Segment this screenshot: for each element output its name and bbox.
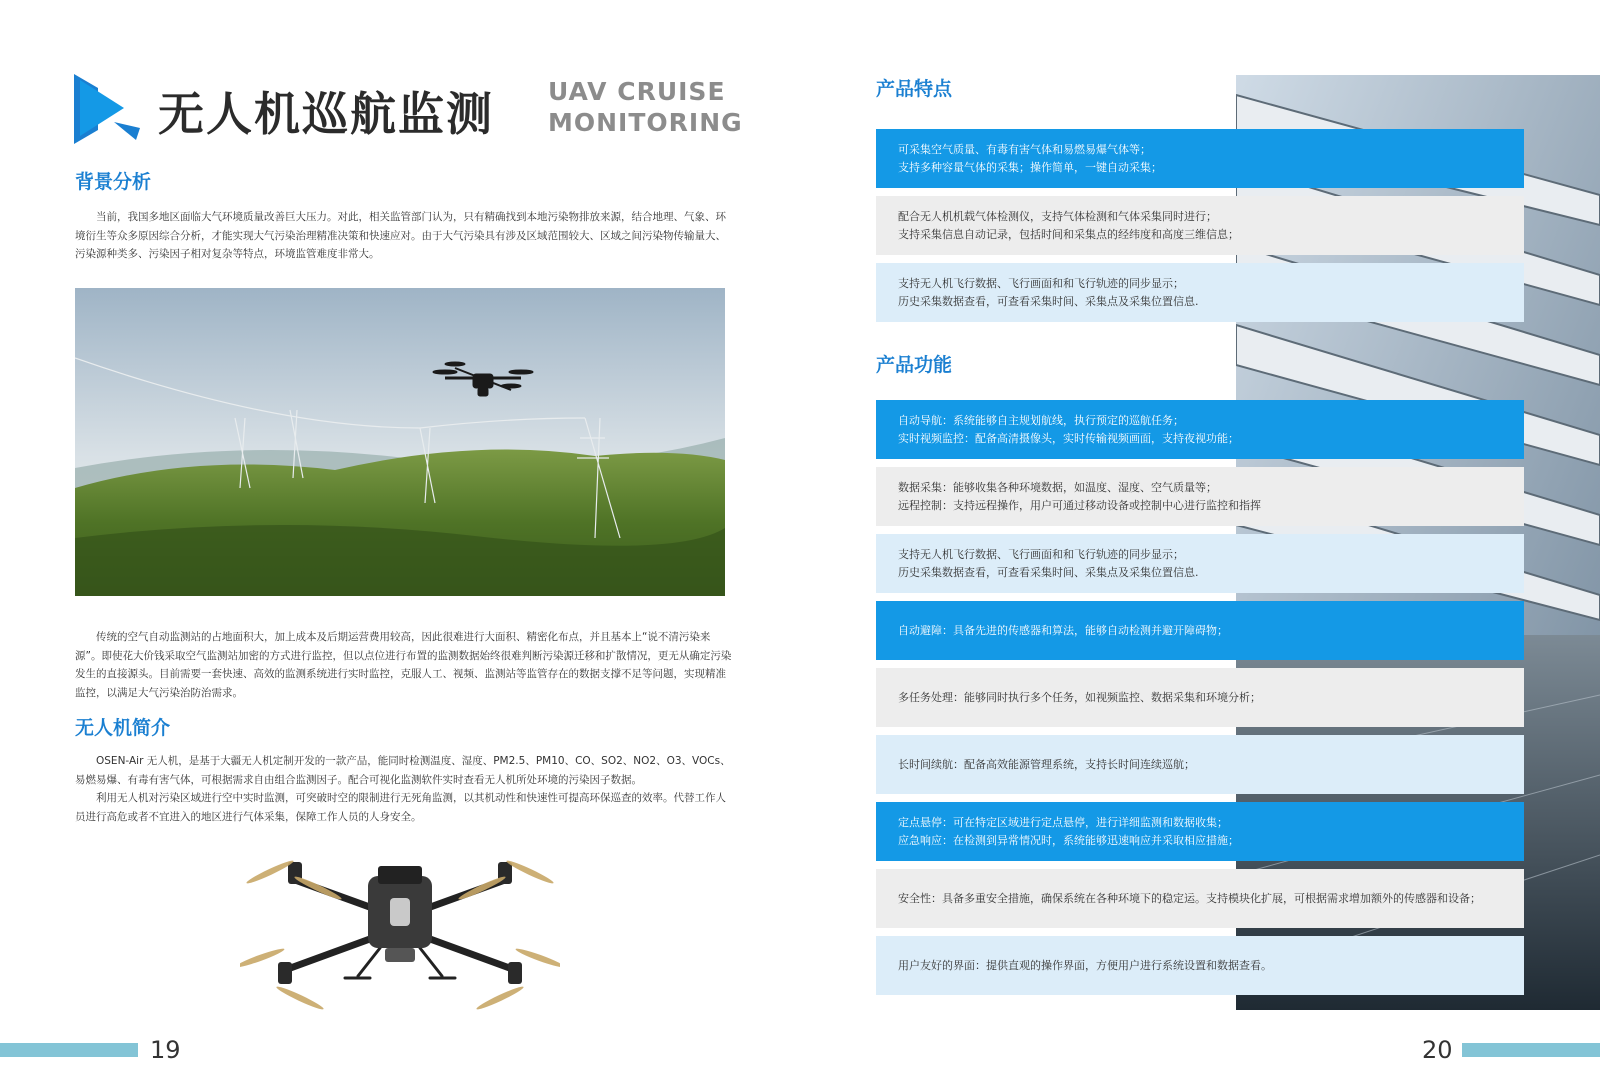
function-line: 安全性：具备多重安全措施，确保系统在各种环境下的稳定运。支持模块化扩展，可根据需求增加额外的传感器和设备； [898,891,1481,905]
page-title: 无人机巡航监测 [158,87,494,141]
feature-card [876,263,1524,322]
functions-heading: 产品功能 [876,354,953,376]
feature-line: 配合无人机机载气体检测仪，支持气体检测和气体采集同时进行； [898,209,1217,223]
left-page-bar [0,1043,138,1057]
function-line: 自动避障：具备先进的传感器和算法，能够自动检测并避开障碍物； [898,623,1228,637]
brand-logo-icon [74,74,144,144]
feature-line: 支持采集信息自动记录，包括时间和采集点的经纬度和高度三维信息； [898,227,1239,241]
function-card [876,936,1524,995]
feature-line: 支持多种容量气体的采集；操作简单，一键自动采集； [898,160,1162,174]
intro-text-2: 利用无人机对污染区域进行空中实时监测，可突破时空的限制进行无死角监测，以其机动性和快速性可提高环保巡查的效率。代替工作人员进行高危或者不宜进入的地区进行气体采集，保障工作人员的人身安全。 [75,792,726,823]
page-title-english [548,76,743,138]
feature-card [876,196,1524,255]
function-card [876,601,1524,660]
function-card [876,467,1524,526]
feature-line: 支持无人机飞行数据、飞行画面和和飞行轨迹的同步显示； [898,276,1184,290]
function-card [876,668,1524,727]
background-paragraph [75,208,735,264]
function-line: 用户友好的界面：提供直观的操作界面，方便用户进行系统设置和数据查看。 [898,958,1272,972]
function-card [876,534,1524,593]
traditional-paragraph [75,628,735,702]
function-line: 实时视频监控：配备高清摄像头，实时传输视频画面，支持夜视功能； [898,431,1239,445]
feature-line: 历史采集数据查看，可查看采集时间、采集点及采集位置信息. [898,294,1199,308]
right-page-number: 20 [1422,1036,1453,1064]
features-heading: 产品特点 [876,78,953,100]
function-line: 历史采集数据查看，可查看采集时间、采集点及采集位置信息. [898,565,1199,579]
intro-text-1: OSEN-Air 无人机，是基于大疆无人机定制开发的一款产品，能同时检测温度、湿度、PM2.5、PM10、CO、SO2、NO2、O3、VOCs、易燃易爆、有毒有害气体，可根据需求自由组合监测因子。配合可视化监测软件实时查看无人机所处环境的污染因子数据。 [75,755,731,786]
function-line: 支持无人机飞行数据、飞行画面和和飞行轨迹的同步显示； [898,547,1184,561]
function-line: 多任务处理：能够同时执行多个任务，如视频监控、数据采集和环境分析； [898,690,1261,704]
function-card [876,869,1524,928]
function-line: 长时间续航：配备高效能源管理系统，支持长时间连续巡航； [898,757,1195,771]
feature-card [876,129,1524,188]
background-text: 当前，我国多地区面临大气环境质量改善巨大压力。对此，相关监管部门认为，只有精确找到本地污染物排放来源，结合地理、气象、环境衍生等众多原因综合分析，才能实现大气污染治理精准决策和快速应对。由于大气污染具有涉及区域范围较大、区域之间污染物传输量大、污染源种类多、污染因子相对复杂等特点，环境监管难度非常大。 [75,211,726,260]
function-line: 自动导航：系统能够自主规划航线，执行预定的巡航任务； [898,413,1184,427]
function-card [876,400,1524,459]
function-line: 远程控制：支持远程操作，用户可通过移动设备或控制中心进行监控和指挥 [898,498,1261,512]
function-line: 应急响应：在检测到异常情况时，系统能够迅速响应并采取相应措施； [898,833,1239,847]
title-en-line2: MONITORING [548,108,743,137]
function-card [876,735,1524,794]
traditional-text: 传统的空气自动监测站的占地面积大，加上成本及后期运营费用较高，因此很难进行大面积、精密化布点，并且基本上“说不清污染来源”。即使花大价钱采取空气监测站加密的方式进行监控，但以点位进行布置的监测数据始终很难判断污染源迁移和扩散情况，更无从确定污染发生的直接源头。目前需要一套快速、高效的监测系统进行实时监控，克服人工、视频、监测站等监管存在的数据支撑不足等问题，实现精准监控，以满足大气污染治防治需求。 [75,631,732,699]
landscape-drone-photo [75,288,725,596]
function-card [876,802,1524,861]
feature-line: 可采集空气质量、有毒有害气体和易燃易爆气体等； [898,142,1151,156]
background-heading: 背景分析 [75,171,152,193]
left-page-number: 19 [150,1036,181,1064]
right-page-bar [1462,1043,1600,1057]
intro-paragraphs [75,752,735,826]
function-line: 数据采集：能够收集各种环境数据，如温度、湿度、空气质量等； [898,480,1217,494]
function-line: 定点悬停：可在特定区域进行定点悬停，进行详细监测和数据收集； [898,815,1228,829]
title-en-line1: UAV CRUISE [548,77,726,106]
drone-product-image [240,858,560,1018]
intro-heading: 无人机简介 [75,717,171,739]
